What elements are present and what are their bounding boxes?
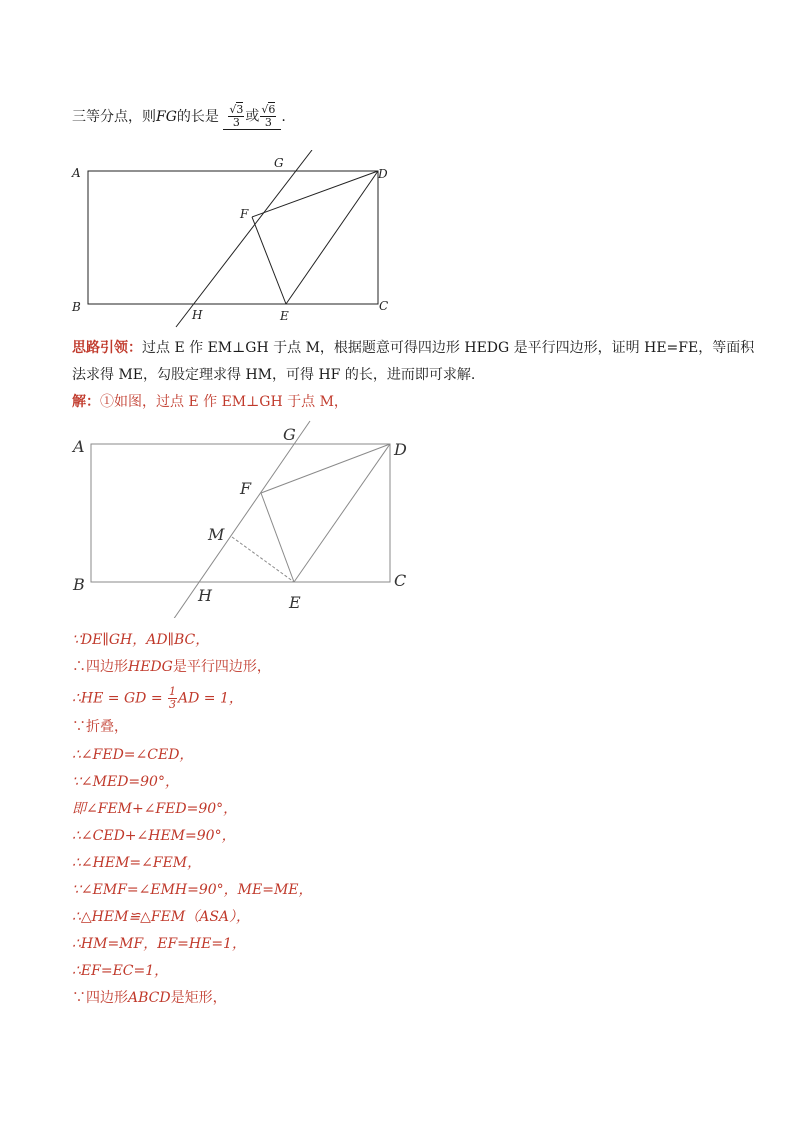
step-14: ∵四边形ABCD是矩形，	[72, 990, 227, 1006]
question-line	[72, 104, 286, 130]
rectangle-abcd	[88, 171, 378, 304]
step-11: ∴△HEM≌△FEM（ASA），	[72, 909, 251, 925]
answer-blank	[223, 104, 281, 130]
segment-fd	[252, 171, 378, 217]
label-g: G	[283, 425, 296, 444]
solution-intro: ①如图，过点 E 作 EM⊥GH 于点 M，	[100, 394, 348, 410]
hint-title: 思路引领：	[72, 340, 142, 356]
step-10: ∵∠EMF=∠EMH=90°，ME=ME，	[72, 882, 313, 898]
figure-2	[60, 418, 430, 618]
label-c: C	[379, 299, 389, 313]
rectangle-abcd	[91, 444, 390, 582]
label-d: D	[378, 167, 388, 181]
label-g: G	[274, 156, 284, 170]
step-13: ∴EF=EC=1，	[72, 963, 169, 979]
segment-fd	[261, 444, 390, 493]
solution-line	[72, 392, 348, 412]
segment-ed	[286, 171, 378, 304]
hint-line-1	[72, 338, 754, 358]
label-b: B	[73, 575, 85, 594]
segment-em-dashed	[232, 537, 294, 582]
label-e: E	[289, 593, 301, 612]
step-12: ∴HM=MF，EF=HE=1，	[72, 936, 246, 952]
label-f: F	[240, 207, 249, 221]
label-d: D	[394, 440, 407, 459]
solution-title: 解：	[72, 394, 100, 410]
step-4: ∵折叠，	[72, 719, 128, 735]
label-h: H	[198, 586, 212, 605]
step-2: ∴四边形HEDG是平行四边形，	[72, 659, 271, 675]
hint-line-2	[72, 365, 475, 385]
step-3: ∴HE = GD = $\frac{1}{3}$ AD = 1，	[72, 685, 243, 711]
answer-fraction-1: $\frac{√3}{3}$	[229, 103, 244, 129]
segment-ed	[294, 444, 390, 582]
step-6: ∵∠MED=90°，	[72, 774, 179, 790]
label-a: A	[73, 437, 85, 456]
answer-fraction-2: $\frac{√6}{3}$	[261, 103, 276, 129]
segment-fe	[261, 493, 294, 582]
segment-fe	[252, 217, 286, 304]
fraction-one-third: $\frac{1}{3}$	[169, 685, 177, 711]
label-m: M	[208, 525, 225, 544]
label-f: F	[240, 479, 252, 498]
question-end: .	[281, 109, 286, 125]
step-1: ∵DE∥GH，AD∥BC，	[72, 632, 210, 648]
figure-1	[60, 150, 400, 335]
line-gh	[173, 421, 310, 618]
step-8: ∴∠CED+∠HEM=90°，	[72, 828, 236, 844]
question-var: FG	[156, 109, 177, 125]
label-a: A	[72, 166, 81, 180]
step-7: 即∠FEM+∠FED=90°，	[72, 801, 238, 817]
step-9: ∴∠HEM=∠FEM，	[72, 855, 202, 871]
hint-text-1: 过点 E 作 EM⊥GH 于点 M，根据题意可得四边形 HEDG 是平行四边形，证明 HE=FE，等面积	[142, 340, 755, 356]
label-e: E	[280, 309, 289, 323]
step-5: ∴∠FED=∠CED，	[72, 747, 194, 763]
question-prefix: 三等分点，则	[72, 109, 156, 125]
answer-or: 或	[245, 108, 260, 125]
hint-text-2: 法求得 ME，勾股定理求得 HM，可得 HF 的长，进而即可求解.	[72, 367, 476, 383]
question-middle: 的长是	[176, 109, 219, 125]
label-b: B	[72, 300, 81, 314]
label-h: H	[192, 308, 203, 322]
line-gh	[176, 150, 312, 327]
label-c: C	[394, 571, 407, 590]
